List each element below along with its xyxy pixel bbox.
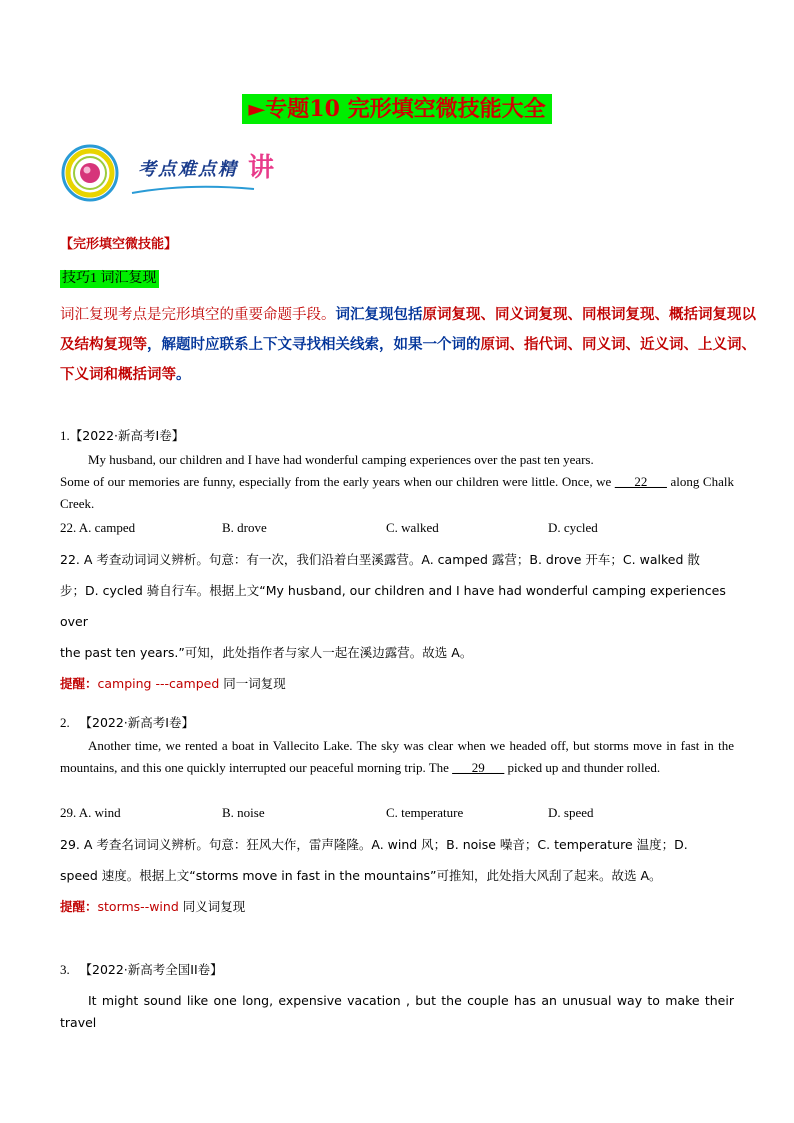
question-number: 2.	[60, 715, 70, 730]
question-1-options	[60, 520, 740, 540]
question-tag: 【2022·新高考全国II卷】	[79, 962, 223, 977]
explain-line: 29. A 考查名词词义辨析。句意：狂风大作，雷声隆隆。A. wind 风；B. noise 噪音；C. temperature 温度；D.	[60, 837, 688, 852]
banner-big-char: 讲	[248, 153, 275, 183]
section-heading: 【完形填空微技能】	[60, 236, 178, 251]
explain-line: 步；D. cycled 骑自行车。根据上文“My husband, our children and I have had wonderful camping experiences over	[60, 583, 726, 629]
skill-intro	[60, 300, 760, 390]
option-c: C. temperature	[386, 805, 464, 820]
question-number: 1.	[60, 428, 70, 443]
para-text: picked up and thunder rolled.	[504, 760, 661, 775]
question-2-options	[60, 805, 740, 825]
question-2-para	[60, 735, 734, 779]
tip-label: 提醒：	[60, 676, 98, 691]
explain-line: 22. A 考查动词词义辨析。句意：有一次，我们沿着白垩溪露营。A. camped 露营；B. drove 开车；C. walked 散	[60, 552, 700, 567]
skill-heading: 技巧1 词汇复现	[62, 271, 157, 286]
intro-red-2: 原词、指代词、同义词、近义词、上义词、下义词和概括词等	[60, 337, 756, 383]
intro-plain: 词汇复现考点是完形填空的重要命题手段。	[60, 307, 336, 323]
tip-text: storms--wind	[97, 899, 183, 914]
option-d: D. cycled	[548, 520, 598, 535]
intro-red-1: 原词复现、同义词复现、同根词复现、概括词复现以及结构复现等	[60, 307, 756, 353]
explain-line: speed 速度。根据上文“storms move in fast in the mountains”可推知，此处指大风刮了起来。故选 A。	[60, 868, 662, 883]
page-title: ►专题10 完形填空微技能大全	[242, 94, 551, 124]
question-tag: 【2022·新高考I卷】	[69, 428, 185, 443]
question-2-explanation	[60, 829, 740, 922]
title-row	[0, 94, 794, 124]
question-2-header	[60, 713, 194, 731]
question-tag: 【2022·新高考I卷】	[79, 715, 194, 730]
option-b: B. noise	[222, 805, 265, 820]
intro-bold-1: 词汇复现包括	[335, 307, 423, 323]
para-text: along Chalk Creek.	[60, 474, 734, 511]
blank-29: ___29___	[452, 760, 505, 775]
question-number: 3.	[60, 962, 70, 977]
blank-22: ___22___	[614, 474, 667, 489]
question-1-explanation	[60, 544, 740, 699]
tip-line	[60, 668, 740, 699]
intro-bold-2: ，解题时应联系上下文寻找相关线索，如果一个词的	[147, 337, 481, 353]
para-text: Another time, we rented a boat in Vallecito Lake. The sky was clear when we headed off, but storms move in fast in the mountains, and this one quickly interrupted our peaceful morning trip. The	[60, 738, 734, 775]
option-b: B. drove	[222, 520, 267, 535]
tip-line	[60, 891, 740, 922]
tip-text: camping ---camped	[97, 676, 224, 691]
banner-text: 考点难点精	[138, 159, 238, 180]
section-banner	[60, 143, 280, 203]
explain-line: the past ten years.”可知，此处指作者与家人一起在溪边露营。故选 A。	[60, 645, 473, 660]
para-text: Some of our memories are funny, especially from the early years when our children were little. Once, we	[60, 474, 615, 489]
question-1-para-1: My husband, our children and I have had wonderful camping experiences over the past ten years.	[88, 452, 594, 467]
question-3-header	[60, 960, 223, 978]
question-1-para-2	[60, 471, 734, 515]
option-a: 29. A. wind	[60, 805, 121, 820]
intro-end: 。	[176, 367, 191, 383]
option-c: C. walked	[386, 520, 439, 535]
target-circle-icon	[60, 143, 136, 203]
option-a: 22. A. camped	[60, 520, 136, 535]
question-3-para: It might sound like one long, expensive vacation , but the couple has an unusual way to make their travel	[60, 993, 734, 1030]
question-1-header	[60, 426, 184, 444]
tip-rest: 同义词复现	[182, 899, 246, 914]
tip-rest: 同一词复现	[223, 676, 286, 691]
tip-label: 提醒：	[60, 899, 98, 914]
option-d: D. speed	[548, 805, 594, 820]
